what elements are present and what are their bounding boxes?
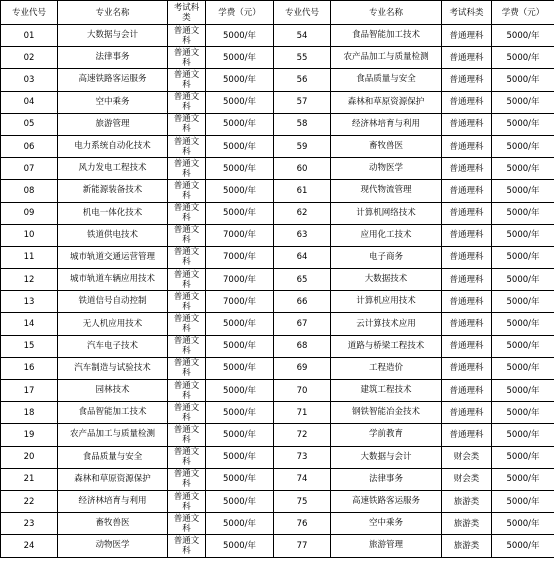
cell-category-left: [168, 269, 206, 291]
cell-category-right: 普通理科: [442, 91, 492, 113]
cell-name-left: 畜牧兽医: [58, 513, 168, 535]
cell-fee-left: 5000/年: [206, 424, 274, 446]
cell-category-right: 普通理科: [442, 47, 492, 69]
cell-name-right: 应用化工技术: [331, 224, 442, 246]
table-row: [1, 113, 554, 135]
cell-code-right: 74: [274, 468, 331, 490]
cell-category-left-text: 普通文科: [173, 136, 200, 157]
cell-code-right: 60: [274, 158, 331, 180]
cell-category-right: 普通理科: [442, 424, 492, 446]
cell-name-right: 道路与桥梁工程技术: [331, 335, 442, 357]
cell-code-left: 24: [1, 535, 58, 557]
cell-name-left: 铁道信号自动控制: [58, 291, 168, 313]
cell-code-left: 15: [1, 335, 58, 357]
cell-category-left-text: 普通文科: [173, 447, 200, 468]
cell-fee-left: 5000/年: [206, 468, 274, 490]
cell-name-left: 高速铁路客运服务: [58, 69, 168, 91]
cell-code-right: 54: [274, 25, 331, 47]
cell-name-right: 高速铁路客运服务: [331, 490, 442, 512]
cell-category-left: [168, 135, 206, 157]
cell-category-left: [168, 535, 206, 557]
header-code-left: 专业代号: [1, 1, 58, 25]
cell-category-right: 普通理科: [442, 335, 492, 357]
table-row: [1, 291, 554, 313]
table-row: [1, 135, 554, 157]
cell-fee-left: 5000/年: [206, 180, 274, 202]
cell-name-right: 大数据技术: [331, 269, 442, 291]
cell-code-right: 61: [274, 180, 331, 202]
table-row: [1, 424, 554, 446]
cell-category-left: [168, 446, 206, 468]
table-row: [1, 47, 554, 69]
cell-category-left: [168, 468, 206, 490]
cell-category-left: [168, 224, 206, 246]
cell-name-right: 计算机应用技术: [331, 291, 442, 313]
cell-fee-left: 5000/年: [206, 202, 274, 224]
cell-code-left: 10: [1, 224, 58, 246]
cell-category-left-text: 普通文科: [173, 114, 200, 135]
cell-category-right: 普通理科: [442, 180, 492, 202]
cell-category-left-text: 普通文科: [173, 247, 200, 268]
cell-name-left: 风力发电工程技术: [58, 158, 168, 180]
cell-code-left: 18: [1, 402, 58, 424]
cell-category-left-text: 普通文科: [173, 158, 200, 179]
cell-name-right: 食品智能加工技术: [331, 25, 442, 47]
cell-category-right: 普通理科: [442, 224, 492, 246]
cell-name-left: 旅游管理: [58, 113, 168, 135]
cell-name-right: 大数据与会计: [331, 446, 442, 468]
cell-name-left: 农产品加工与质量检测: [58, 424, 168, 446]
cell-code-right: 75: [274, 490, 331, 512]
cell-fee-left: 7000/年: [206, 269, 274, 291]
cell-category-right: 普通理科: [442, 402, 492, 424]
cell-code-right: 67: [274, 313, 331, 335]
cell-fee-left: 7000/年: [206, 246, 274, 268]
cell-category-left-text: 普通文科: [173, 203, 200, 224]
cell-category-right: 普通理科: [442, 202, 492, 224]
cell-category-right: 旅游类: [442, 513, 492, 535]
cell-category-right: 财会类: [442, 468, 492, 490]
cell-category-left-text: 普通文科: [173, 358, 200, 379]
cell-fee-left: 5000/年: [206, 335, 274, 357]
cell-category-left: [168, 25, 206, 47]
cell-code-left: 14: [1, 313, 58, 335]
cell-code-right: 55: [274, 47, 331, 69]
cell-fee-left: 7000/年: [206, 224, 274, 246]
header-row: [1, 1, 554, 25]
cell-code-right: 68: [274, 335, 331, 357]
cell-name-right: 现代物流管理: [331, 180, 442, 202]
cell-category-right: 普通理科: [442, 380, 492, 402]
cell-name-right: 食品质量与安全: [331, 69, 442, 91]
cell-category-right: 普通理科: [442, 246, 492, 268]
header-category-left: [168, 1, 206, 25]
cell-code-left: 21: [1, 468, 58, 490]
table-row: [1, 513, 554, 535]
cell-name-left: 新能源装备技术: [58, 180, 168, 202]
cell-name-left: 空中乘务: [58, 91, 168, 113]
cell-category-left: [168, 291, 206, 313]
cell-name-right: 建筑工程技术: [331, 380, 442, 402]
cell-code-right: 77: [274, 535, 331, 557]
cell-category-right: 普通理科: [442, 135, 492, 157]
cell-fee-left: 5000/年: [206, 402, 274, 424]
header-fee-left: 学费（元）: [206, 1, 274, 25]
cell-category-left: [168, 380, 206, 402]
header-category-left-text: 考试科类: [173, 2, 200, 23]
cell-category-left-text: 普通文科: [173, 402, 200, 423]
cell-fee-left: 5000/年: [206, 91, 274, 113]
cell-code-right: 76: [274, 513, 331, 535]
cell-fee-left: 5000/年: [206, 25, 274, 47]
cell-fee-left: 5000/年: [206, 47, 274, 69]
cell-category-left: [168, 69, 206, 91]
table-row: [1, 313, 554, 335]
cell-category-left-text: 普通文科: [173, 535, 200, 556]
cell-category-left-text: 普通文科: [173, 380, 200, 401]
cell-category-left: [168, 91, 206, 113]
cell-fee-right: 5000/年: [492, 291, 554, 313]
cell-name-right: 经济林培育与利用: [331, 113, 442, 135]
cell-code-right: 65: [274, 269, 331, 291]
cell-category-right: 普通理科: [442, 69, 492, 91]
cell-code-right: 57: [274, 91, 331, 113]
cell-code-right: 62: [274, 202, 331, 224]
cell-fee-right: 5000/年: [492, 224, 554, 246]
cell-name-right: 旅游管理: [331, 535, 442, 557]
cell-name-left: 城市轨道车辆应用技术: [58, 269, 168, 291]
cell-code-left: 16: [1, 357, 58, 379]
cell-name-left: 食品智能加工技术: [58, 402, 168, 424]
cell-code-left: 03: [1, 69, 58, 91]
table-row: [1, 335, 554, 357]
cell-name-right: 学前教育: [331, 424, 442, 446]
cell-code-right: 59: [274, 135, 331, 157]
cell-fee-left: 5000/年: [206, 446, 274, 468]
cell-category-right: 普通理科: [442, 113, 492, 135]
cell-fee-right: 5000/年: [492, 357, 554, 379]
cell-name-right: 畜牧兽医: [331, 135, 442, 157]
cell-code-left: 23: [1, 513, 58, 535]
cell-fee-right: 5000/年: [492, 535, 554, 557]
cell-fee-left: 5000/年: [206, 113, 274, 135]
cell-code-left: 20: [1, 446, 58, 468]
cell-name-left: 动物医学: [58, 535, 168, 557]
cell-code-left: 06: [1, 135, 58, 157]
cell-category-right: 财会类: [442, 446, 492, 468]
cell-fee-left: 5000/年: [206, 69, 274, 91]
cell-fee-right: 5000/年: [492, 269, 554, 291]
cell-fee-left: 5000/年: [206, 313, 274, 335]
cell-name-right: 计算机网络技术: [331, 202, 442, 224]
cell-category-left-text: 普通文科: [173, 25, 200, 46]
cell-category-left: [168, 313, 206, 335]
table-row: [1, 380, 554, 402]
cell-category-left: [168, 402, 206, 424]
cell-category-right: 旅游类: [442, 535, 492, 557]
cell-fee-right: 5000/年: [492, 113, 554, 135]
cell-name-left: 铁道供电技术: [58, 224, 168, 246]
cell-name-right: 动物医学: [331, 158, 442, 180]
cell-name-left: 食品质量与安全: [58, 446, 168, 468]
header-category-right: 考试科类: [442, 1, 492, 25]
cell-code-right: 64: [274, 246, 331, 268]
cell-code-left: 13: [1, 291, 58, 313]
cell-code-right: 72: [274, 424, 331, 446]
cell-code-left: 02: [1, 47, 58, 69]
cell-code-right: 70: [274, 380, 331, 402]
cell-name-left: 机电一体化技术: [58, 202, 168, 224]
table-row: [1, 180, 554, 202]
cell-fee-right: 5000/年: [492, 513, 554, 535]
cell-category-right: 普通理科: [442, 291, 492, 313]
table-row: [1, 91, 554, 113]
cell-code-right: 66: [274, 291, 331, 313]
cell-name-right: 电子商务: [331, 246, 442, 268]
cell-fee-right: 5000/年: [492, 202, 554, 224]
table-row: [1, 69, 554, 91]
cell-name-right: 云计算技术应用: [331, 313, 442, 335]
cell-category-left-text: 普通文科: [173, 491, 200, 512]
cell-category-left: [168, 513, 206, 535]
cell-code-right: 56: [274, 69, 331, 91]
cell-fee-left: 5000/年: [206, 490, 274, 512]
cell-category-left-text: 普通文科: [173, 336, 200, 357]
cell-category-right: 普通理科: [442, 158, 492, 180]
cell-category-left: [168, 357, 206, 379]
table-row: [1, 202, 554, 224]
cell-code-right: 69: [274, 357, 331, 379]
cell-category-right: 普通理科: [442, 269, 492, 291]
cell-name-left: 法律事务: [58, 47, 168, 69]
cell-name-left: 汽车制造与试验技术: [58, 357, 168, 379]
table-row: [1, 25, 554, 47]
cell-category-right: 普通理科: [442, 357, 492, 379]
cell-category-left: [168, 47, 206, 69]
table-row: [1, 224, 554, 246]
cell-fee-right: 5000/年: [492, 25, 554, 47]
cell-fee-right: 5000/年: [492, 424, 554, 446]
cell-name-left: 城市轨道交通运营管理: [58, 246, 168, 268]
cell-category-left: [168, 180, 206, 202]
cell-name-left: 汽车电子技术: [58, 335, 168, 357]
cell-name-right: 森林和草原资源保护: [331, 91, 442, 113]
cell-category-left: [168, 246, 206, 268]
cell-category-right: 旅游类: [442, 490, 492, 512]
cell-fee-left: 5000/年: [206, 513, 274, 535]
cell-fee-right: 5000/年: [492, 335, 554, 357]
cell-fee-left: 5000/年: [206, 380, 274, 402]
cell-category-right: 普通理科: [442, 25, 492, 47]
cell-name-right: 法律事务: [331, 468, 442, 490]
header-fee-right: 学费（元）: [492, 1, 554, 25]
cell-category-left-text: 普通文科: [173, 291, 200, 312]
table-row: [1, 490, 554, 512]
cell-code-left: 09: [1, 202, 58, 224]
cell-code-left: 05: [1, 113, 58, 135]
cell-category-left-text: 普通文科: [173, 513, 200, 534]
cell-category-left-text: 普通文科: [173, 469, 200, 490]
cell-fee-right: 5000/年: [492, 246, 554, 268]
table-row: [1, 446, 554, 468]
table-row: [1, 535, 554, 557]
cell-fee-right: 5000/年: [492, 135, 554, 157]
cell-category-left-text: 普通文科: [173, 314, 200, 335]
cell-fee-left: 7000/年: [206, 291, 274, 313]
cell-category-left-text: 普通文科: [173, 225, 200, 246]
cell-code-left: 04: [1, 91, 58, 113]
cell-code-left: 08: [1, 180, 58, 202]
table-row: [1, 402, 554, 424]
cell-category-left: [168, 490, 206, 512]
cell-fee-right: 5000/年: [492, 91, 554, 113]
cell-category-left: [168, 202, 206, 224]
cell-code-left: 07: [1, 158, 58, 180]
cell-code-left: 12: [1, 269, 58, 291]
cell-code-left: 22: [1, 490, 58, 512]
cell-code-right: 58: [274, 113, 331, 135]
table-row: [1, 158, 554, 180]
cell-fee-left: 5000/年: [206, 135, 274, 157]
cell-fee-right: 5000/年: [492, 313, 554, 335]
cell-fee-right: 5000/年: [492, 446, 554, 468]
cell-fee-right: 5000/年: [492, 158, 554, 180]
cell-fee-right: 5000/年: [492, 180, 554, 202]
cell-name-left: 园林技术: [58, 380, 168, 402]
table-row: [1, 246, 554, 268]
cell-name-right: 农产品加工与质量检测: [331, 47, 442, 69]
cell-category-left-text: 普通文科: [173, 69, 200, 90]
header-name-right: 专业名称: [331, 1, 442, 25]
cell-fee-right: 5000/年: [492, 380, 554, 402]
cell-name-left: 森林和草原资源保护: [58, 468, 168, 490]
table-row: [1, 468, 554, 490]
cell-category-left-text: 普通文科: [173, 47, 200, 68]
cell-code-right: 63: [274, 224, 331, 246]
cell-fee-left: 5000/年: [206, 535, 274, 557]
cell-fee-left: 5000/年: [206, 158, 274, 180]
cell-category-left-text: 普通文科: [173, 92, 200, 113]
cell-name-left: 电力系统自动化技术: [58, 135, 168, 157]
cell-fee-right: 5000/年: [492, 468, 554, 490]
cell-name-right: 钢铁智能冶金技术: [331, 402, 442, 424]
cell-code-right: 71: [274, 402, 331, 424]
cell-name-left: 大数据与会计: [58, 25, 168, 47]
cell-fee-right: 5000/年: [492, 47, 554, 69]
header-name-left: 专业名称: [58, 1, 168, 25]
cell-category-left: [168, 424, 206, 446]
cell-name-right: 工程造价: [331, 357, 442, 379]
cell-category-left-text: 普通文科: [173, 424, 200, 445]
cell-category-left: [168, 158, 206, 180]
cell-name-left: 经济林培育与利用: [58, 490, 168, 512]
cell-category-left: [168, 113, 206, 135]
table-row: [1, 269, 554, 291]
cell-code-left: 11: [1, 246, 58, 268]
table-row: [1, 357, 554, 379]
header-code-right: 专业代号: [274, 1, 331, 25]
cell-code-left: 17: [1, 380, 58, 402]
cell-code-right: 73: [274, 446, 331, 468]
cell-category-left-text: 普通文科: [173, 180, 200, 201]
cell-category-right: 普通理科: [442, 313, 492, 335]
cell-category-left-text: 普通文科: [173, 269, 200, 290]
cell-fee-right: 5000/年: [492, 69, 554, 91]
cell-fee-right: 5000/年: [492, 490, 554, 512]
cell-name-left: 无人机应用技术: [58, 313, 168, 335]
cell-code-left: 01: [1, 25, 58, 47]
cell-category-left: [168, 335, 206, 357]
cell-name-right: 空中乘务: [331, 513, 442, 535]
cell-code-left: 19: [1, 424, 58, 446]
cell-fee-right: 5000/年: [492, 402, 554, 424]
cell-fee-left: 5000/年: [206, 357, 274, 379]
